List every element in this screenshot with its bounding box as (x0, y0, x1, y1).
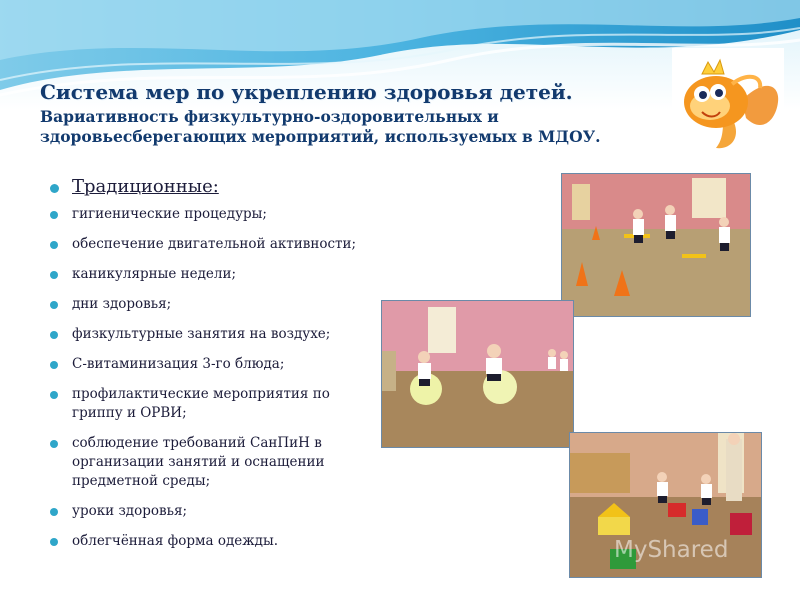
list-item: обеспечение двигательной активности; (48, 235, 368, 254)
gym-photo-cones (561, 173, 751, 317)
list-item: физкультурные занятия на воздухе; (48, 325, 368, 344)
list-item: дни здоровья; (48, 295, 368, 314)
list-heading: Традиционные: (48, 176, 368, 198)
slide-title: Система мер по укреплению здоровья детей. (40, 80, 573, 104)
gym-photo-balls (381, 300, 574, 448)
list-item: профилактические мероприятия по гриппу и ОРВИ; (48, 385, 368, 423)
list-item: каникулярные недели; (48, 265, 368, 284)
list-item: уроки здоровья; (48, 502, 368, 521)
list-item: С-витаминизация 3-го блюда; (48, 355, 368, 374)
list-item: соблюдение требований СанПиН в организации занятий и оснащении предметной среды; (48, 434, 368, 491)
measures-list (48, 176, 368, 562)
slide-subtitle: Вариативность физкультурно-оздоровительных и здоровьесберегающих мероприятий, используемых в МДОУ. (40, 107, 601, 146)
title-block (40, 80, 680, 147)
list-item: облегчённая форма одежды. (48, 532, 368, 551)
list-item: гигиенические процедуры; (48, 205, 368, 224)
watermark: MyShared (614, 537, 729, 563)
goldfish-image (672, 48, 784, 154)
